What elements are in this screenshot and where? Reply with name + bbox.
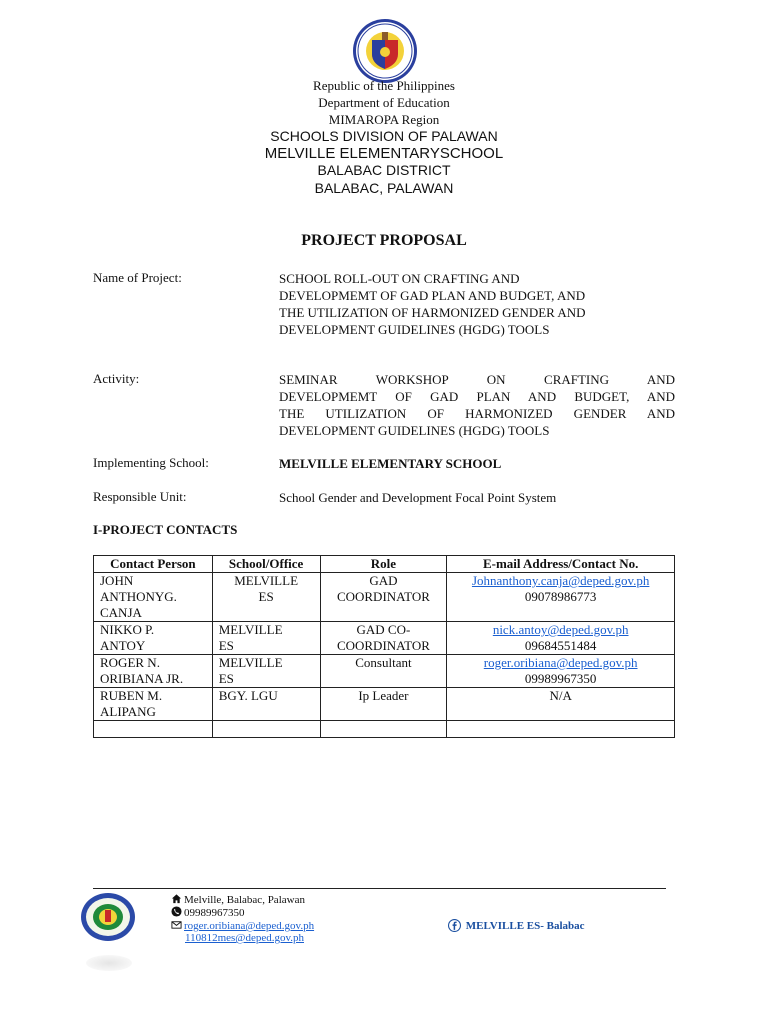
role-line: COORDINATOR (336, 589, 430, 604)
office-cell (212, 622, 320, 655)
table-header-row (94, 556, 675, 573)
contact-person-line: ANTHONYG. (100, 589, 177, 604)
footer-email-link-2[interactable]: 110812mes@deped.gov.ph (185, 932, 304, 944)
footer-phone-text: 09989967350 (184, 907, 245, 919)
footer-email (171, 919, 314, 933)
contact-person-line: CANJA (100, 605, 142, 620)
footer-divider (93, 888, 666, 889)
deped-seal-logo (352, 18, 418, 84)
office-line: ES (258, 589, 274, 604)
role-cell (320, 688, 447, 721)
header-division: SCHOOLS DIVISION OF PALAWAN (270, 128, 498, 144)
office-cell (212, 688, 320, 721)
column-header: E-mail Address/Contact No. (447, 556, 675, 573)
email-contact-cell (447, 622, 675, 655)
role-line: Ip Leader (358, 688, 409, 703)
document-title: PROJECT PROPOSAL (301, 232, 467, 249)
role-cell (320, 655, 447, 688)
table-row (94, 655, 675, 688)
project-name-line: SCHOOL ROLL-OUT ON CRAFTING AND (279, 271, 520, 286)
footer-address (171, 893, 305, 907)
contact-person-cell (94, 622, 213, 655)
contact-person-line: ANTOY (100, 638, 146, 653)
implementing-school-value: MELVILLE ELEMENTARY SCHOOL (279, 456, 502, 471)
email-contact-cell (447, 655, 675, 688)
role-cell (320, 573, 447, 622)
header-location: BALABAC, PALAWAN (314, 180, 454, 196)
email-contact-cell (447, 573, 675, 622)
home-icon (171, 893, 182, 904)
contact-person-line: ALIPANG (100, 704, 156, 719)
header-district: BALABAC DISTRICT (317, 162, 451, 178)
header-department: Department of Education (318, 95, 450, 110)
activity-label: Activity: (93, 371, 140, 386)
role-cell (320, 622, 447, 655)
email-link[interactable]: nick.antoy@deped.gov.ph (492, 622, 629, 637)
role-line: COORDINATOR (336, 638, 430, 653)
header-school: MELVILLE ELEMENTARYSCHOOL (264, 145, 504, 162)
phone-number: N/A (549, 688, 572, 703)
office-line: ES (218, 638, 234, 653)
contact-person-cell (94, 655, 213, 688)
empty-cell (94, 721, 213, 738)
footer-facebook-text: MELVILLE ES- Balabac (465, 920, 585, 932)
role-line: GAD (369, 573, 398, 588)
contact-person-cell (94, 573, 213, 622)
role-line: Consultant (355, 655, 412, 670)
logo-shadow (86, 955, 132, 971)
office-line: ES (218, 671, 234, 686)
role-line: GAD CO- (356, 622, 411, 637)
phone-number: 09989967350 (524, 671, 597, 686)
table-row (94, 573, 675, 622)
empty-cell (447, 721, 675, 738)
project-name-line: THE UTILIZATION OF HARMONIZED GENDER AND (279, 305, 586, 320)
column-header: School/Office (212, 556, 320, 573)
responsible-unit-label: Responsible Unit: (93, 489, 187, 504)
column-header: Role (320, 556, 447, 573)
footer-facebook[interactable] (448, 919, 585, 932)
empty-cell (320, 721, 447, 738)
office-line: MELVILLE (218, 655, 283, 670)
footer-address-text: Melville, Balabac, Palawan (184, 894, 305, 906)
project-name-line: DEVELOPMEMT OF GAD PLAN AND BUDGET, AND (279, 288, 586, 303)
project-name-value (279, 270, 675, 338)
office-cell (212, 573, 320, 622)
school-logo (80, 892, 136, 942)
activity-line: DEVELOPMENT GUIDELINES (HGDG) TOOLS (279, 423, 550, 438)
activity-line: DEVELOPMEMT OF GAD PLAN AND BUDGET, AND (279, 389, 675, 404)
footer-phone (171, 906, 245, 920)
contact-person-line: ROGER N. (100, 655, 160, 670)
email-link[interactable]: roger.oribiana@deped.gov.ph (483, 655, 638, 670)
implementing-school-label: Implementing School: (93, 455, 209, 470)
contacts-table (93, 555, 675, 738)
email-contact-cell (447, 688, 675, 721)
phone-number: 09684551484 (524, 638, 597, 653)
activity-line: SEMINAR WORKSHOP ON CRAFTING AND (279, 372, 675, 387)
responsible-unit-value: School Gender and Development Focal Point System (279, 490, 557, 505)
email-icon (171, 919, 182, 930)
contact-person-line: RUBEN M. (100, 688, 163, 703)
facebook-icon (448, 919, 461, 932)
contact-person-line: JOHN (100, 573, 134, 588)
column-header: Contact Person (94, 556, 213, 573)
office-line: BGY. LGU (218, 688, 278, 703)
project-name-line: DEVELOPMENT GUIDELINES (HGDG) TOOLS (279, 322, 550, 337)
empty-cell (212, 721, 320, 738)
office-cell (212, 655, 320, 688)
footer-email-2 (185, 932, 304, 945)
footer-email-link[interactable]: roger.oribiana@deped.gov.ph (184, 920, 315, 932)
table-row-empty (94, 721, 675, 738)
contact-person-line: NIKKO P. (100, 622, 155, 637)
contact-person-cell (94, 688, 213, 721)
table-row (94, 688, 675, 721)
table-row (94, 622, 675, 655)
office-line: MELVILLE (234, 573, 299, 588)
phone-number: 09078986773 (524, 589, 597, 604)
activity-value (279, 371, 675, 439)
contact-person-line: ORIBIANA JR. (100, 671, 184, 686)
project-name-label: Name of Project: (93, 270, 182, 285)
activity-line: THE UTILIZATION OF HARMONIZED GENDER AND (279, 406, 675, 421)
phone-icon (171, 906, 182, 917)
office-line: MELVILLE (218, 622, 283, 637)
email-link[interactable]: Johnanthony.canja@deped.gov.ph (471, 573, 650, 588)
header-republic: Republic of the Philippines (313, 78, 455, 93)
header-region: MIMAROPA Region (328, 112, 440, 127)
project-contacts-heading: I-PROJECT CONTACTS (93, 522, 238, 537)
